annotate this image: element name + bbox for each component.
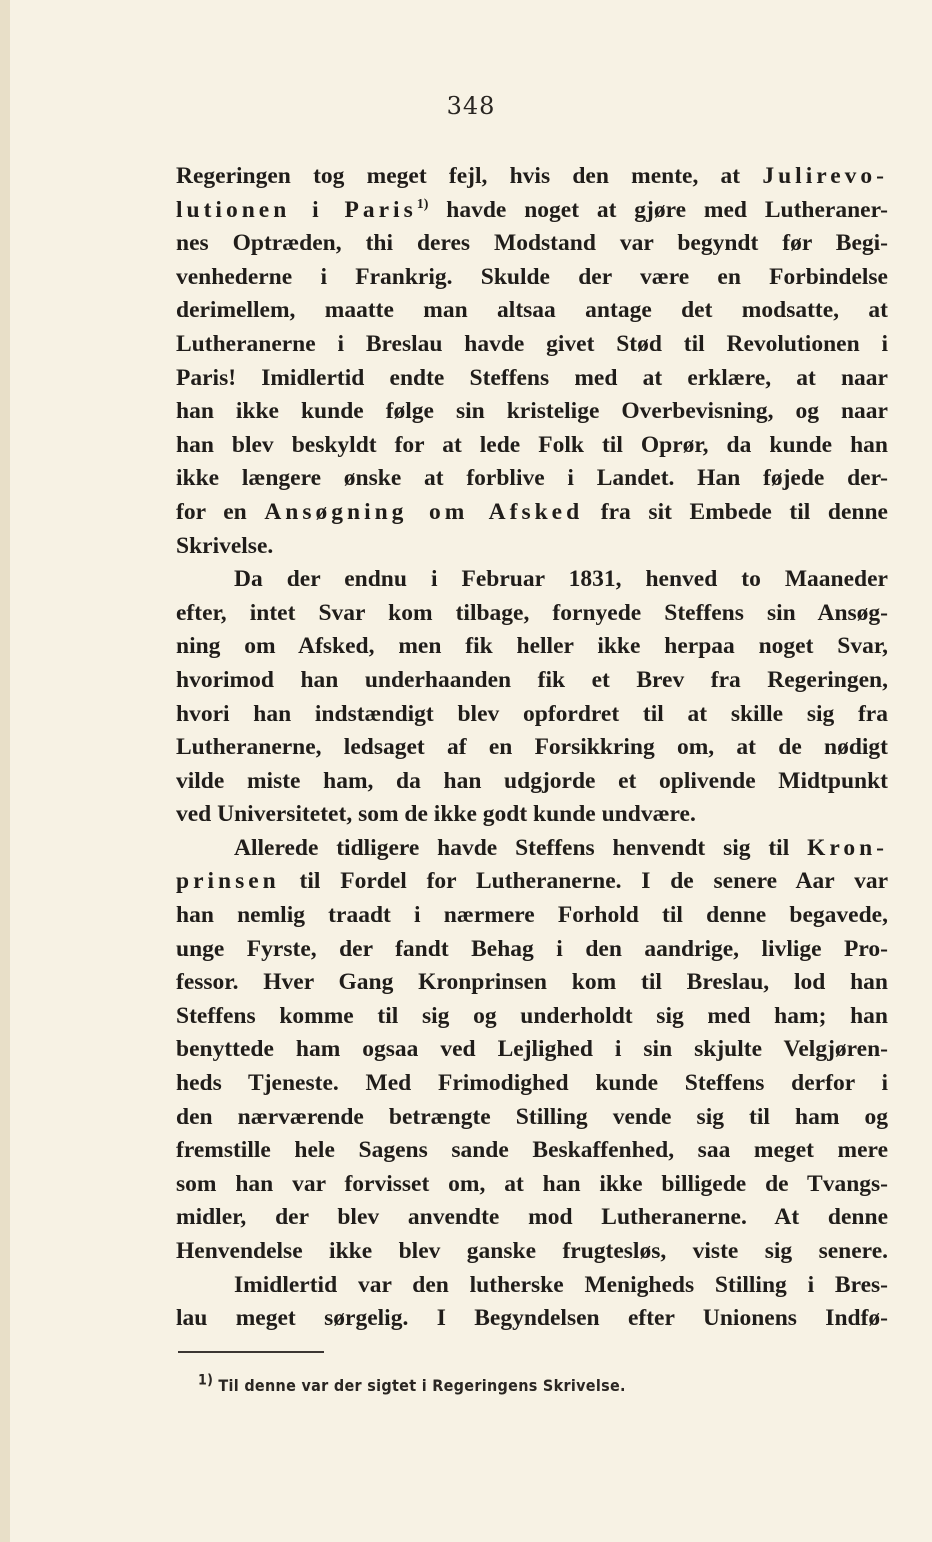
text-line bbox=[176, 160, 888, 194]
text-span: prinsen bbox=[176, 868, 280, 895]
text-span: benyttede ham ogsaa ved Lejlighed i sin skjulte Velgjøren- bbox=[176, 1036, 888, 1063]
text-line bbox=[176, 563, 888, 597]
text-span: Regeringen tog meget fejl, hvis den mente, at bbox=[176, 163, 763, 189]
text-line bbox=[176, 798, 888, 832]
text-span: for en bbox=[176, 498, 265, 525]
footnote-rule bbox=[178, 1351, 324, 1353]
body-text bbox=[176, 160, 888, 1336]
text-line bbox=[176, 395, 888, 429]
text-span: midler, der blev anvendte mod Lutheranerne. At denne bbox=[176, 1204, 888, 1231]
text-line bbox=[176, 530, 888, 564]
text-line bbox=[176, 1134, 888, 1168]
text-span: Julirevo- bbox=[762, 163, 888, 189]
text-span: efter, intet Svar kom tilbage, fornyede Steffens sin Ansøg- bbox=[176, 599, 888, 626]
text-line bbox=[176, 1302, 888, 1336]
text-line bbox=[176, 1101, 888, 1135]
text-span: fremstille hele Sagens sande Beskaffenhed, saa meget mere bbox=[176, 1137, 888, 1164]
text-line bbox=[176, 664, 888, 698]
text-line bbox=[176, 362, 888, 396]
text-line bbox=[176, 899, 888, 933]
text-span: hvori han indstændigt blev opfordret til at skille sig fra bbox=[176, 700, 888, 727]
text-span: Paris! Imidlertid endte Steffens med at erklære, at naar bbox=[176, 364, 888, 391]
text-span: Kron- bbox=[807, 834, 888, 861]
text-line bbox=[176, 1269, 888, 1303]
text-line bbox=[176, 865, 888, 899]
text-span: ning om Afsked, men fik heller ikke herpaa noget Svar, bbox=[176, 633, 888, 660]
text-line bbox=[176, 1000, 888, 1034]
text-line bbox=[176, 1201, 888, 1235]
text-span: Imidlertid var den lutherske Menigheds Stilling i Bres- bbox=[234, 1271, 888, 1298]
text-span: Skrivelse. bbox=[176, 532, 274, 559]
text-span: havde noget at gjøre med Lutheraner- bbox=[428, 196, 888, 223]
text-span: vilde miste ham, da han udgjorde et oplivende Midtpunkt bbox=[176, 767, 888, 794]
text-line bbox=[176, 966, 888, 1000]
text-span: fra sit Embede til denne bbox=[583, 498, 888, 525]
text-line bbox=[176, 194, 888, 228]
footnote-text: Til denne var der sigtet i Regeringens Skrivelse. bbox=[213, 1376, 626, 1395]
text-span: til Fordel for Lutheranerne. I de senere Aar var bbox=[279, 868, 888, 895]
text-line bbox=[176, 496, 888, 530]
footnote-ref: 1) bbox=[416, 196, 429, 212]
text-line bbox=[176, 698, 888, 732]
text-span: han nemlig traadt i nærmere Forhold til denne begavede, bbox=[176, 902, 888, 929]
text-line bbox=[176, 1033, 888, 1067]
text-span: lau meget sørgelig. I Begyndelsen efter Unionens Indfø- bbox=[176, 1305, 888, 1332]
text-line bbox=[176, 1168, 888, 1202]
text-span: Da der endnu i Februar 1831, henved to Maaneder bbox=[234, 566, 888, 593]
text-line bbox=[176, 1067, 888, 1101]
text-span: hvorimod han underhaanden fik et Brev fra Regeringen, bbox=[176, 666, 888, 693]
text-line bbox=[176, 765, 888, 799]
text-line bbox=[176, 832, 888, 866]
text-line bbox=[176, 261, 888, 295]
text-span: ikke længere ønske at forblive i Landet. Han føjede der- bbox=[176, 465, 888, 492]
text-span: fessor. Hver Gang Kronprinsen kom til Breslau, lod han bbox=[176, 969, 888, 996]
text-line bbox=[176, 328, 888, 362]
text-span: venhederne i Frankrig. Skulde der være en Forbindelse bbox=[176, 263, 888, 290]
text-span: Steffens komme til sig og underholdt sig med ham; han bbox=[176, 1002, 888, 1029]
footnote-marker: 1) bbox=[198, 1372, 214, 1389]
text-line bbox=[176, 630, 888, 664]
text-line bbox=[176, 429, 888, 463]
text-line bbox=[176, 1235, 888, 1269]
text-line bbox=[176, 227, 888, 261]
text-span: han ikke kunde følge sin kristelige Overbevisning, og naar bbox=[176, 398, 888, 425]
text-span: heds Tjeneste. Med Frimodighed kunde Steffens derfor i bbox=[176, 1070, 888, 1097]
text-line bbox=[176, 597, 888, 631]
text-span: derimellem, maatte man altsaa antage det modsatte, at bbox=[176, 297, 888, 324]
text-span: Ansøgning om Afsked bbox=[264, 498, 584, 525]
text-span: han blev beskyldt for at lede Folk til Oprør, da kunde han bbox=[176, 431, 888, 458]
text-span: Allerede tidligere havde Steffens henvendt sig til bbox=[234, 834, 808, 861]
text-span: nes Optræden, thi deres Modstand var begyndt før Begi- bbox=[176, 230, 888, 257]
text-line bbox=[176, 933, 888, 967]
text-span: ved Universitetet, som de ikke godt kunde undvære. bbox=[176, 801, 696, 828]
text-span: Lutheranerne i Breslau havde givet Stød til Revolutionen i bbox=[176, 330, 888, 357]
page-number: 348 bbox=[446, 92, 496, 120]
text-line bbox=[176, 294, 888, 328]
text-span: Henvendelse ikke blev ganske frugtesløs, viste sig senere. bbox=[176, 1238, 888, 1264]
text-span: lutionen i Paris bbox=[176, 196, 417, 223]
text-span: den nærværende betrængte Stilling vende sig til ham og bbox=[176, 1103, 888, 1130]
text-line bbox=[176, 462, 888, 496]
text-line bbox=[176, 731, 888, 765]
text-span: unge Fyrste, der fandt Behag i den aandrige, livlige Pro- bbox=[176, 935, 888, 962]
text-span: Lutheranerne, ledsaget af en Forsikkring om, at de nødigt bbox=[176, 734, 888, 761]
text-span: som han var forvisset om, at han ikke billigede de Tvangs- bbox=[176, 1170, 888, 1197]
footnote bbox=[198, 1372, 626, 1395]
